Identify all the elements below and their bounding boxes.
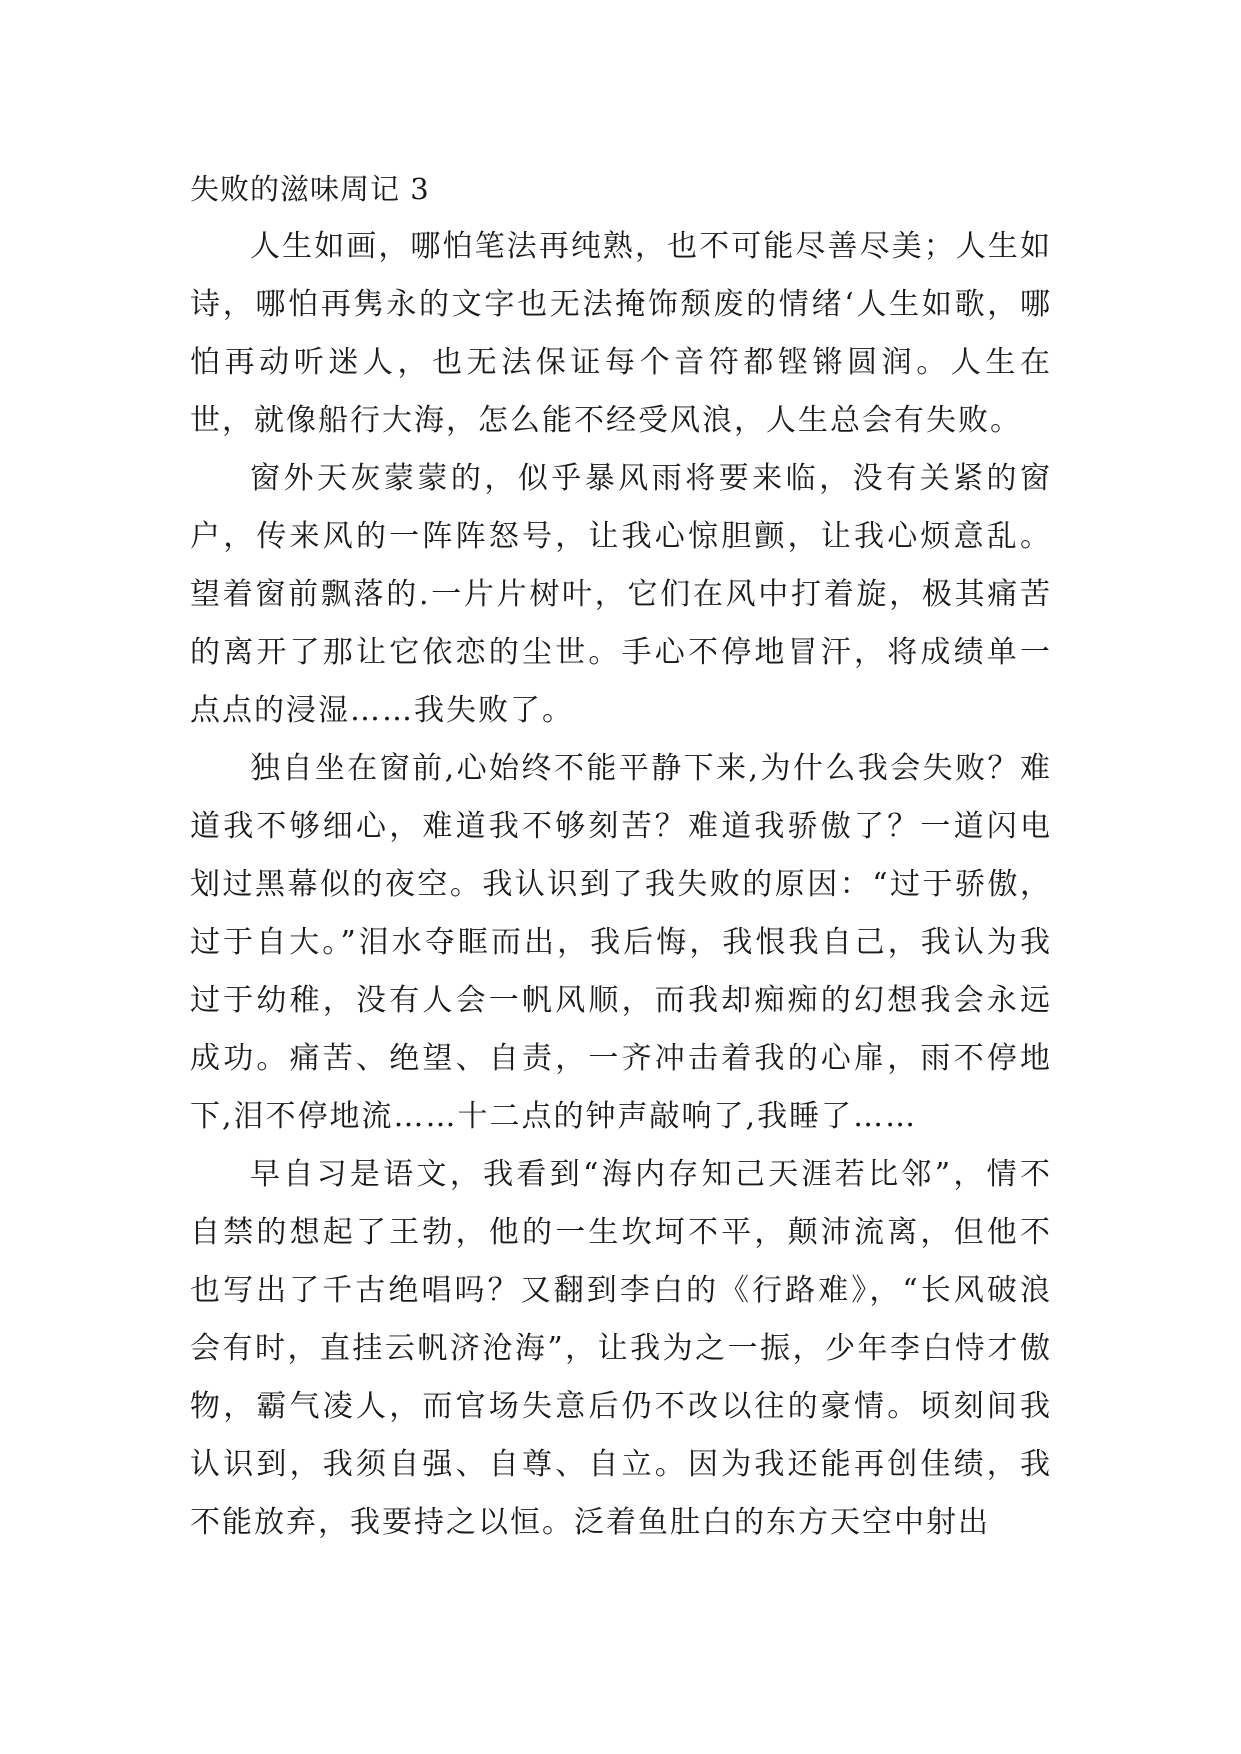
- paragraph: 早自习是语文，我看到“海内存知己天涯若比邻”，情不自禁的想起了王勃，他的一生坎坷不平，颠沛流离，但他不也写出了千古绝唱吗？又翻到李白的《行路难》，“长风破浪会有时，直挂云帆济沧海”，让我为之一振，少年李白恃才傲物，霸气凌人，而官场失意后仍不改以往的豪情。顷刻间我认识到，我须自强、自尊、自立。因为我还能再创佳绩，我不能放弃，我要持之以恒。泛着鱼肚白的东方天空中射出: [190, 1157, 1052, 1540]
- document-body: [190, 218, 1052, 1552]
- paragraph: 人生如画，哪怕笔法再纯熟，也不可能尽善尽美；人生如诗，哪怕再隽永的文字也无法掩饰颓废的情绪‘人生如歌，哪怕再动听迷人，也无法保证每个音符都铿锵圆润。人生在世，就像船行大海，怎么能不经受风浪，人生总会有失败。: [190, 229, 1052, 438]
- paragraph: 窗外天灰蒙蒙的，似乎暴风雨将要来临，没有关紧的窗户，传来风的一阵阵怒号，让我心惊胆颤，让我心烦意乱。望着窗前飘落的.一片片树叶，它们在风中打着旋，极其痛苦的离开了那让它依恋的尘世。手心不停地冒汗，将成绩单一点点的浸湿……我失败了。: [190, 461, 1052, 728]
- document-title: 失败的滋味周记 3: [190, 172, 430, 206]
- paragraph: 独自坐在窗前,心始终不能平静下来,为什么我会失败？难道我不够细心，难道我不够刻苦？难道我骄傲了？一道闪电划过黑幕似的夜空。我认识到了我失败的原因：“过于骄傲，过于自大。”泪水夺眶而出，我后悔，我恨我自己，我认为我过于幼稚，没有人会一帆风顺，而我却痴痴的幻想我会永远成功。痛苦、绝望、自责，一齐冲击着我的心扉，雨不停地下,泪不停地流……十二点的钟声敲响了,我睡了……: [190, 751, 1052, 1134]
